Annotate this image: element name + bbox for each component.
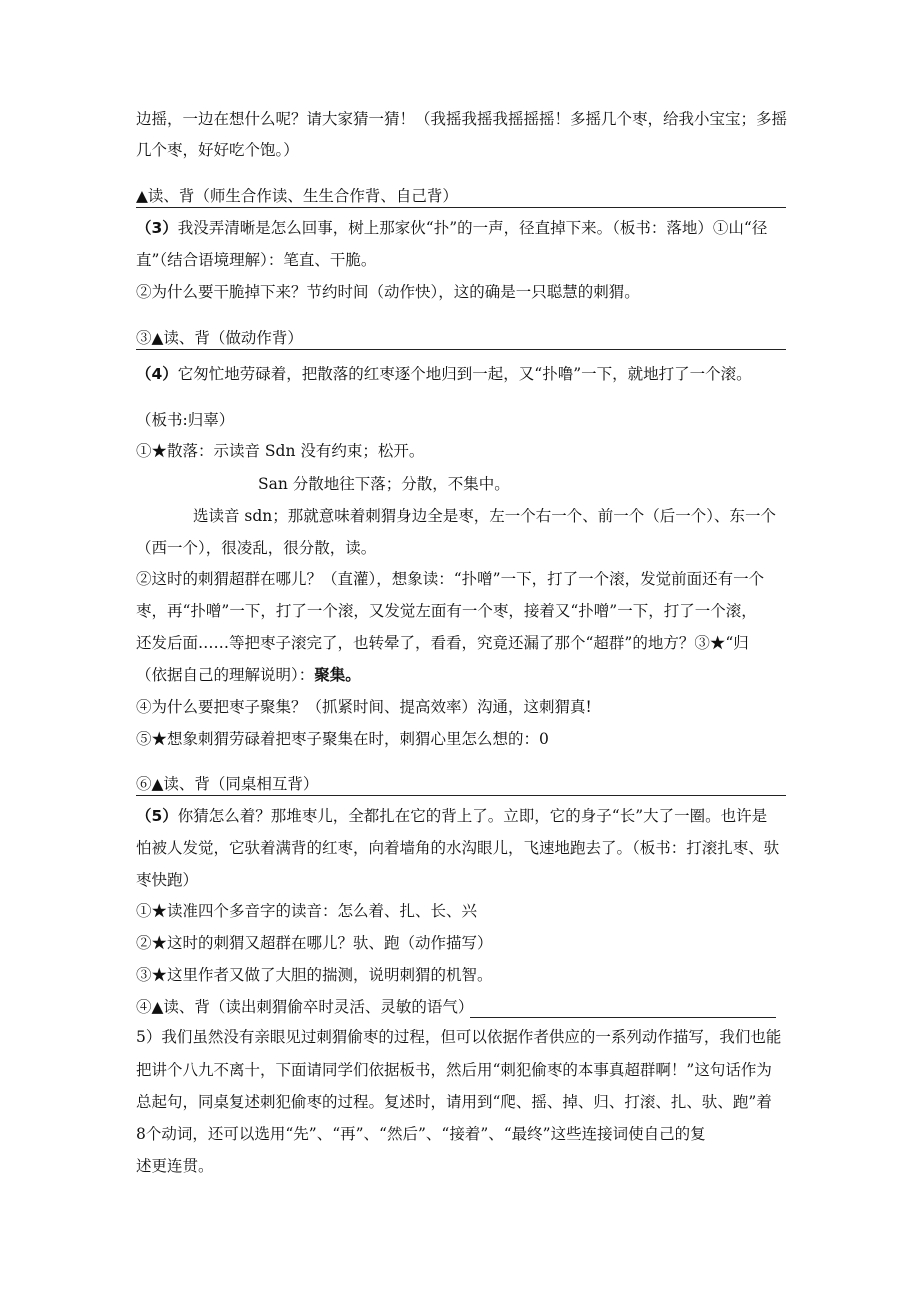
section5-line3: 枣快跑） [136, 871, 199, 889]
section5-line1-text: 你猜怎么着？那堆枣儿，全都扎在它的背上了。立即，它的身子“长”大了一圈。也许是 [177, 807, 768, 825]
final-line3: 总起句，同桌复述刺犯偷枣的过程。复述时，请用到“爬、摇、掉、归、打滚、扎、驮、跑”着 [136, 1093, 772, 1111]
section5-item4: ④▲读、背（读出刺猬偷卒时灵活、灵敏的语气） [136, 998, 474, 1016]
section5-item1: ①★读准四个多音字的读音：怎么着、扎、长、兴 [136, 902, 478, 920]
heading-read-recite-3: ⑥▲读、背（同桌相互背） [136, 775, 319, 793]
section4-line1-text: 它匆忙地劳碌着，把散落的红枣逐个地归到一起，又“扑噜”一下，就地打了一个滚。 [177, 365, 752, 383]
heading-read-recite-1: ▲读、背（师生合作读、生生合作背、自己背） [136, 187, 458, 205]
section4-item1d: （西一个），很凌乱，很分散，读。 [136, 539, 377, 557]
heading-read-recite-2: ③▲读、背（做动作背） [136, 329, 303, 347]
section4-item2a: ②这时的刺猬超群在哪儿？（直灌），想象读：“扑噌”一下，打了一个滚，发觉前面还有一个 [136, 570, 765, 588]
section3-number: （3） [136, 219, 178, 237]
divider-2 [136, 349, 786, 350]
section5-line2: 怕被人发觉，它驮着满背的红枣，向着墙角的水沟眼儿，飞速地跑去了。（板书：打滚扎枣、驮 [136, 839, 780, 857]
section5-line1 [136, 806, 786, 826]
section4-item1b: San 分散地往下落；分散，不集中。 [258, 475, 510, 493]
section4-item2d [136, 665, 786, 685]
section3-line3: ②为什么要干脆掉下来？节约时间（动作快），这的确是一只聪慧的刺猬。 [136, 283, 640, 301]
section5-item2: ②★这时的刺猬又超群在哪儿？驮、跑（动作描写） [136, 934, 493, 952]
section3-line2: 直”（结合语境理解）：笔直、干脆。 [136, 251, 377, 269]
section5-number: （5） [136, 807, 178, 825]
final-line4: 8个动词，还可以选用“先”、“再”、“然后”、“接着”、“最终”这些连接词使自己的复 [136, 1125, 706, 1143]
section4-item1c: 选读音 sdn；那就意味着刺猬身边全是枣，左一个右一个、前一个（后一个）、东一个 [193, 507, 777, 525]
para1-line1: 边摇，一边在想什么呢？请大家猜一猜！（我摇我摇我摇摇摇！多摇几个枣，给我小宝宝；多摇 [136, 110, 788, 128]
divider-3 [136, 795, 786, 796]
divider-1 [136, 207, 786, 208]
section4-item2d-bold: 聚集。 [314, 665, 361, 684]
section3-line1 [136, 218, 786, 238]
section3-line1-text: 我没弄清晰是怎么回事，树上那家伙“扑”的一声，径直掉下来。（板书：落地）①山“径 [177, 219, 768, 237]
section4-line1 [136, 364, 786, 384]
section4-item2b: 枣，再“扑噌”一下，打了一个滚，又发觉左面有一个枣，接着又“扑噌”一下，打了一个滚， [136, 602, 757, 620]
para1-line2: 几个枣，好好吃个饱。） [136, 141, 299, 159]
final-line5: 述更连贯。 [136, 1157, 214, 1175]
section4-item2d-text: （依据自己的理解说明）： [136, 666, 315, 684]
section4-board-note: （板书:归辜） [136, 411, 235, 429]
section5-item4-underline [470, 1017, 776, 1018]
section4-item2c: 还发后面……等把枣子滚完了，也转晕了，看看，究竟还漏了那个“超群”的地方？③★“归 [136, 634, 749, 652]
final-line2: 把讲个八九不离十，下面请同学们依据板书，然后用“刺犯偷枣的本事真超群啊！”这句话作为 [136, 1061, 772, 1079]
section4-item1: ①★散落：示读音 Sdn 没有约束；松开。 [136, 442, 425, 460]
section4-number: （4） [136, 365, 178, 383]
section5-item3: ③★这里作者又做了大胆的揣测，说明刺猬的机智。 [136, 966, 493, 984]
section4-item3: ④为什么要把枣子聚集？（抓紧时间、提高效率）沟通，这刺猬真! [136, 698, 592, 716]
final-line1: 5）我们虽然没有亲眼见过刺猬偷枣的过程，但可以依据作者供应的一系列动作描写，我们也能 [136, 1028, 782, 1046]
section4-item4: ⑤★想象刺猬劳碌着把枣子聚集在时，刺猬心里怎么想的：0 [136, 730, 549, 748]
